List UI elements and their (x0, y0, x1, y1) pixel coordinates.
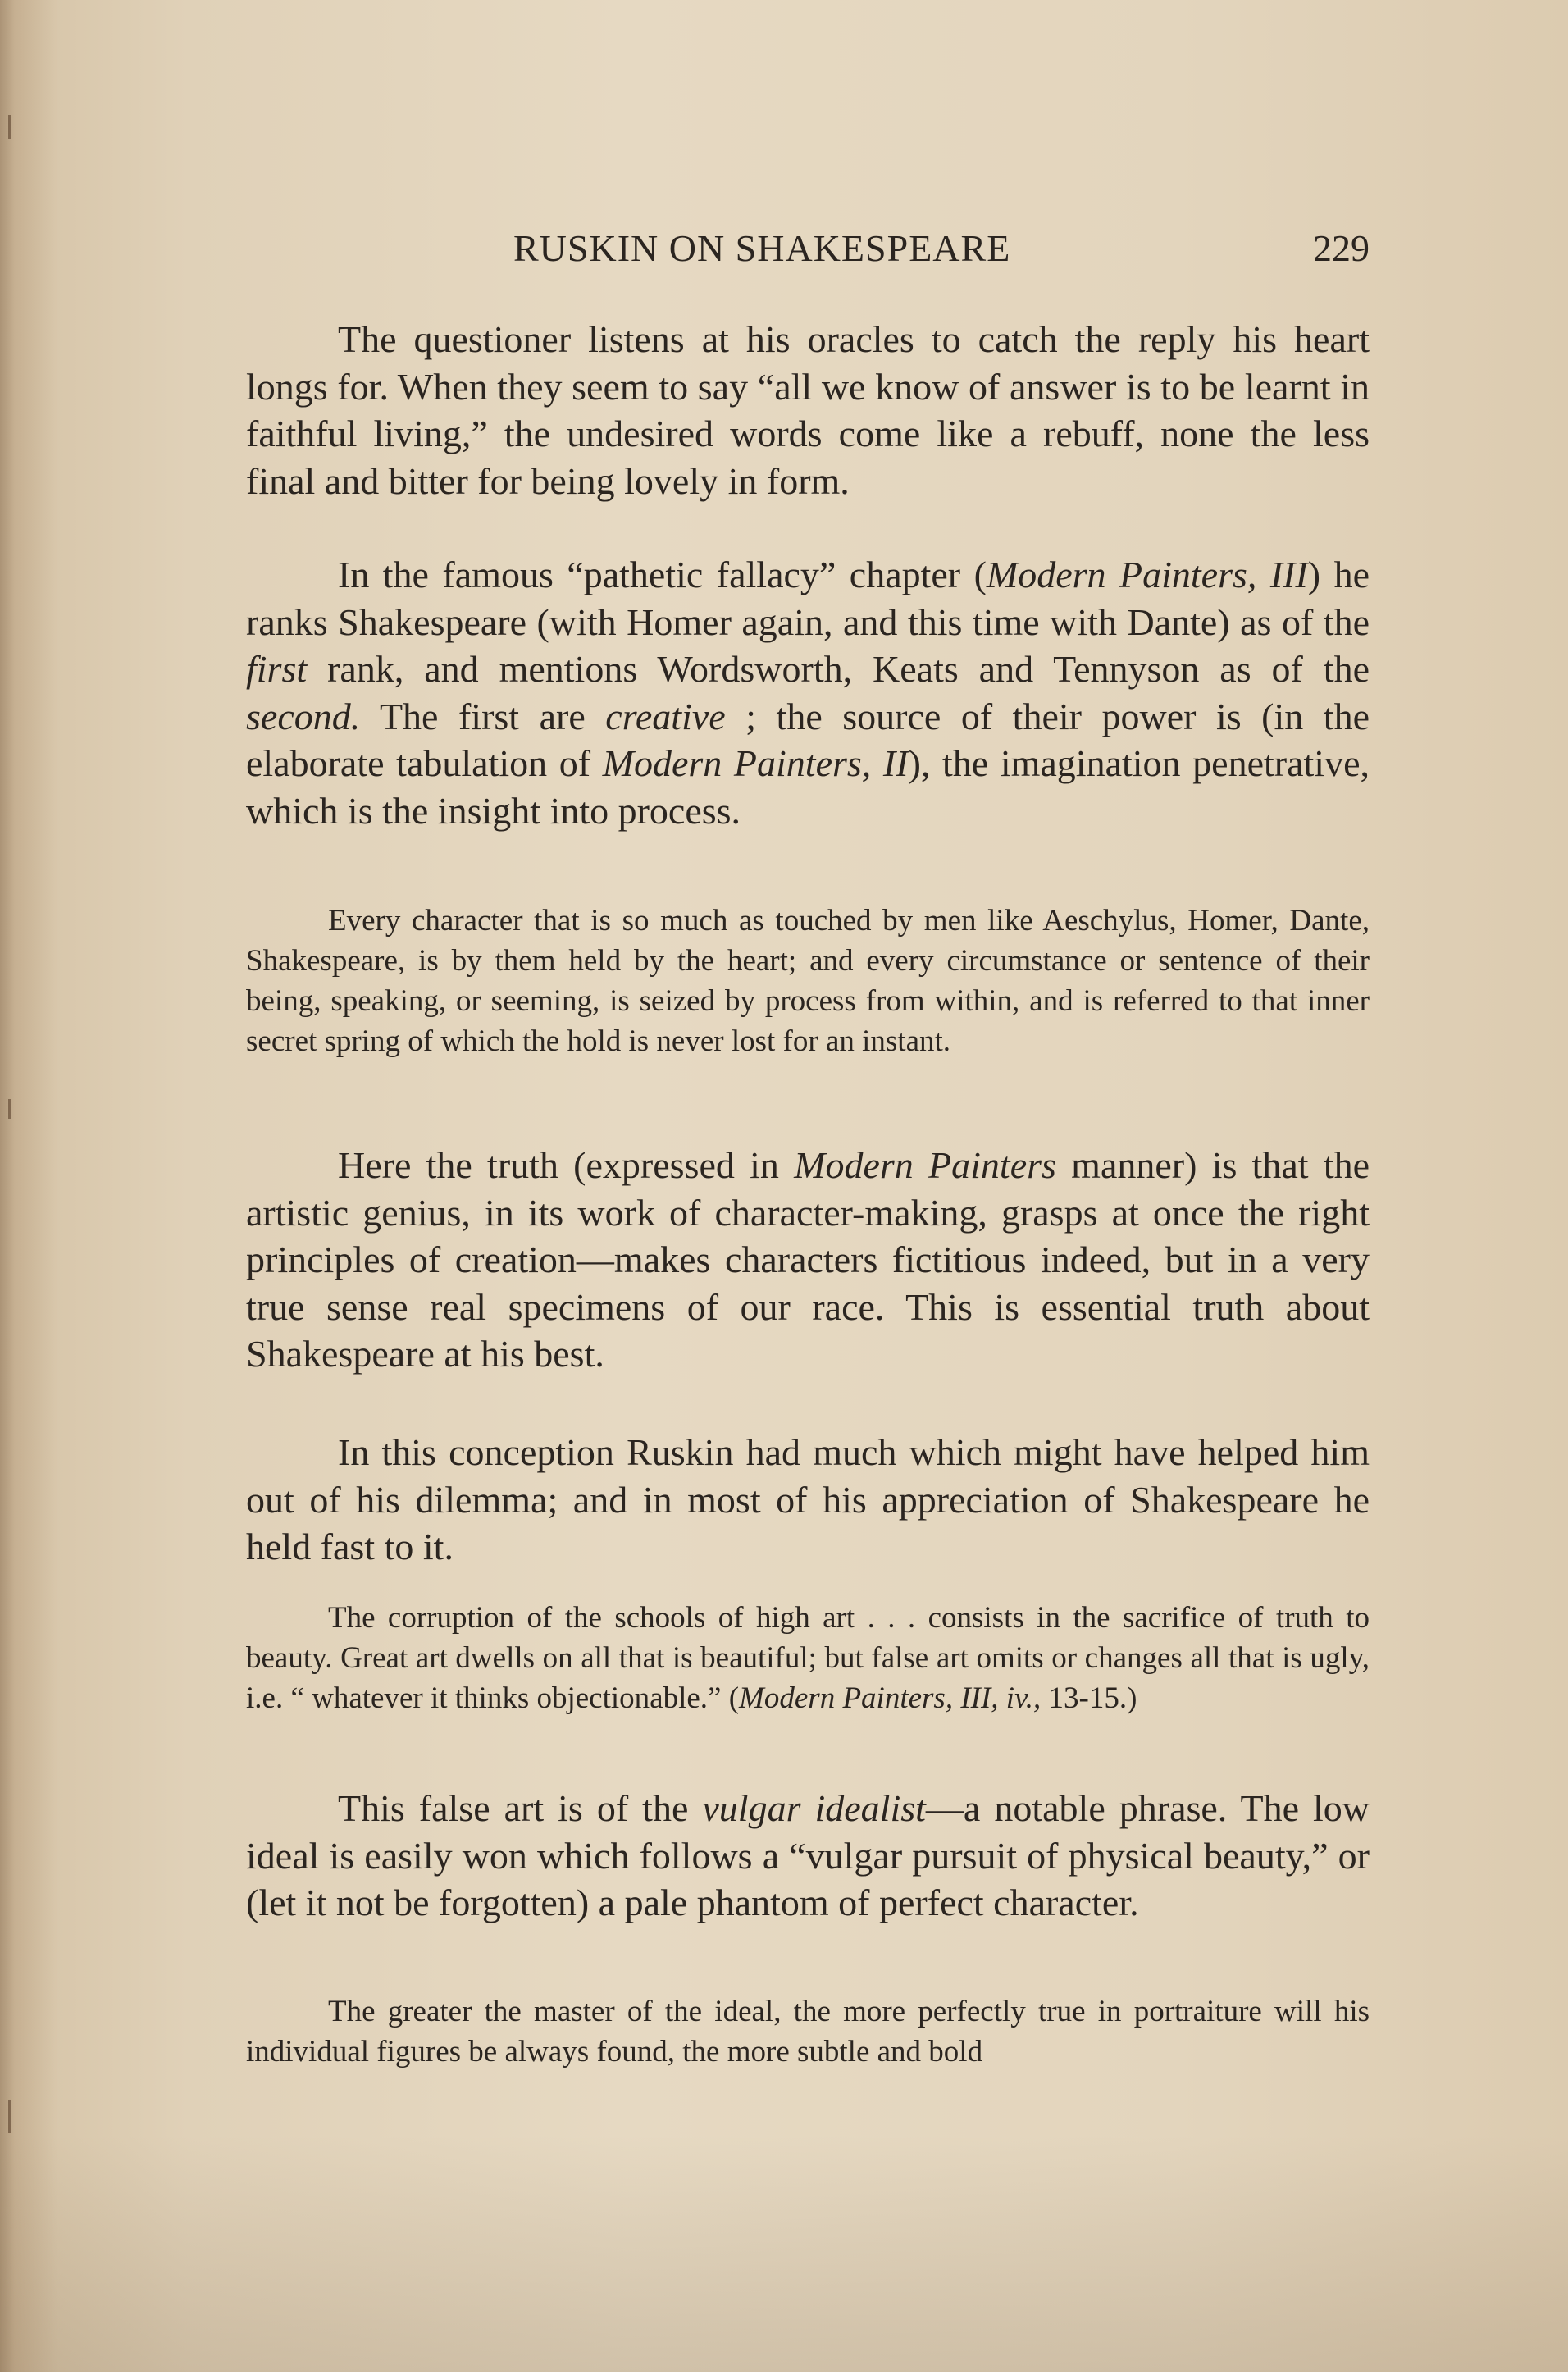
italic-text-segment: Modern Painters (794, 1144, 1056, 1186)
italic-text-segment: Modern Painters, II (602, 742, 909, 784)
text-segment: manner) is that the artistic genius, in its work of character-making, grasps at once the right principles of creation—makes characters fictitious indeed, but in a very true sense real specimens of our race. This is essential truth about Shakespeare at his best. (246, 1144, 1370, 1375)
spine-shadow-mark (8, 115, 11, 139)
block-quote-greater-master (246, 1991, 1370, 2072)
text-segment: In the famous “pathetic fallacy” chapter ( (338, 554, 987, 595)
spine-shadow-mark (8, 1099, 11, 1119)
text-segment: Here the truth (expressed in (338, 1144, 795, 1186)
italic-text-segment: Modern Painters, III (986, 554, 1308, 595)
paragraph-pathetic-fallacy (246, 551, 1370, 834)
text-segment: ; the source of their power is (in the elaborate tabulation of (246, 695, 1370, 784)
italic-text-segment: first (246, 648, 308, 690)
italic-text-segment: vulgar idealist (702, 1787, 926, 1829)
text-segment: The first are (360, 695, 606, 737)
text-segment: In this conception Ruskin had much which might have helped him out of his dilemma; and in most of his appreciation of Shakespeare he held fast to it. (246, 1431, 1370, 1567)
italic-text-segment: creative (605, 695, 726, 737)
paragraph-questioner (246, 316, 1370, 504)
text-segment: ) he ranks Shakespeare (with Homer again, and this time with Dante) as of the (246, 554, 1370, 643)
block-quote-character (246, 901, 1370, 1061)
text-segment: The corruption of the schools of high art . . . consists in the sacrifice of truth to beauty. Great art dwells on all that is beautiful; but false art omits or changes all that is ugly, i.e. “ whatever it thinks objectionable.” ( (246, 1601, 1370, 1715)
text-segment: ), the imagination penetrative, which is the insight into process. (246, 742, 1370, 832)
text-segment: The greater the master of the ideal, the more perfectly true in portraiture will his individual figures be always found, the more subtle and bold (246, 1995, 1370, 2069)
text-segment: —a notable phrase. The low ideal is easily won which follows a “vulgar pursuit of physical beauty,” or (let it not be forgotten) a pale phantom of perfect character. (246, 1787, 1370, 1923)
block-quote-corruption (246, 1598, 1370, 1718)
text-segment: rank, and mentions Wordsworth, Keats and Tennyson as of the (307, 648, 1370, 690)
running-title: RUSKIN ON SHAKESPEARE (513, 227, 1011, 269)
italic-text-segment: Modern Painters, III, iv., (739, 1681, 1042, 1715)
text-segment: Every character that is so much as touched by men like Aeschylus, Homer, Dante, Shakespeare, is by them held by the heart; and every circumstance or sentence of their being, speaking, or seeming, is seized by process from within, and is referred to that inner secret spring of which the hold is never lost for an instant. (246, 904, 1370, 1058)
paragraph-here-the-truth (246, 1142, 1370, 1378)
paragraph-false-art (246, 1785, 1370, 1927)
spine-shadow-mark (8, 2100, 11, 2133)
italic-text-segment: second. (246, 695, 361, 737)
text-segment: 13-15.) (1041, 1681, 1137, 1715)
paragraph-conception (246, 1429, 1370, 1571)
page-header (246, 226, 1370, 284)
text-segment: The questioner listens at his oracles to catch the reply his heart longs for. When they seem to say “all we know of answer is to be learnt in faithful living,” the undesired words come like a rebuff, none the less final and bitter for being lovely in form. (246, 318, 1370, 502)
text-segment: This false art is of the (338, 1787, 703, 1829)
page-number: 229 (1313, 227, 1370, 269)
